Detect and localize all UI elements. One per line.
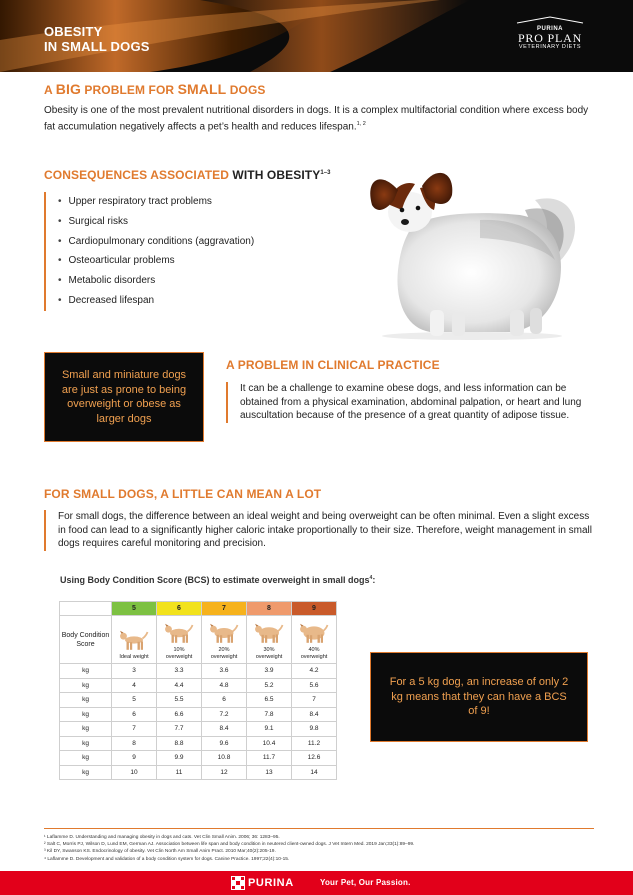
bcs-caption-line1: 40% bbox=[308, 647, 320, 653]
page-title bbox=[44, 24, 150, 54]
heading-small-word: SMALL bbox=[177, 81, 227, 97]
heading-part: PROBLEM FOR bbox=[80, 83, 178, 97]
weight-cell: 9.8 bbox=[292, 722, 337, 737]
small-dogs-heading: FOR SMALL DOGS, A LITTLE CAN MEAN A LOT bbox=[44, 487, 322, 501]
weight-cell: 4.4 bbox=[157, 678, 202, 693]
bcs-table bbox=[59, 601, 337, 780]
purina-logo bbox=[231, 876, 294, 890]
weight-cell: 3 bbox=[112, 664, 157, 679]
weight-cell: 5.6 bbox=[292, 678, 337, 693]
weight-cell: 12 bbox=[202, 765, 247, 780]
weight-cell: 11.7 bbox=[247, 751, 292, 766]
weight-cell: 4.2 bbox=[292, 664, 337, 679]
papillon-dog-photo bbox=[360, 160, 590, 340]
bcs-dog-cell bbox=[112, 616, 157, 664]
weight-cell: 5.5 bbox=[157, 693, 202, 708]
list-item: • Cardiopulmonary conditions (aggravation) bbox=[58, 232, 254, 252]
logo-vet-text: VETERINARY DIETS bbox=[518, 44, 582, 50]
consequences-list bbox=[44, 192, 254, 311]
unit-cell: kg bbox=[60, 751, 112, 766]
weight-cell: 11 bbox=[157, 765, 202, 780]
list-item: • Osteoarticular problems bbox=[58, 251, 254, 271]
logo-roof-icon bbox=[515, 16, 585, 24]
weight-cell: 8.8 bbox=[157, 736, 202, 751]
list-item: • Metabolic disorders bbox=[58, 271, 254, 291]
weight-cell: 6 bbox=[202, 693, 247, 708]
weight-cell: 10.4 bbox=[247, 736, 292, 751]
page-title-line1: OBESITY bbox=[44, 24, 103, 39]
dog-silhouette-icon bbox=[162, 621, 196, 645]
table-row bbox=[60, 751, 337, 766]
heading-part: CONSEQUENCES ASSOCIATED bbox=[44, 168, 229, 182]
bcs-title-citation: 4 bbox=[369, 575, 373, 581]
consequences-heading bbox=[44, 168, 331, 182]
bcs-table-title: Using Body Condition Score (BCS) to estimate overweight in small dogs$^4$: bbox=[60, 575, 376, 585]
weight-cell: 7 bbox=[292, 693, 337, 708]
bcs-score-cell: 7 bbox=[202, 602, 247, 616]
bcs-illustration-row bbox=[60, 616, 337, 664]
weight-cell: 4 bbox=[112, 678, 157, 693]
purina-checkerboard-icon bbox=[231, 876, 245, 890]
callout-text: Small and miniature dogs are just as prone to being overweight or obese as larger dogs bbox=[61, 369, 187, 425]
weight-cell: 7.8 bbox=[247, 707, 292, 722]
table-row bbox=[60, 765, 337, 780]
weight-cell: 5 bbox=[112, 693, 157, 708]
unit-cell: kg bbox=[60, 722, 112, 737]
logo-proplan-text: PRO PLAN bbox=[517, 31, 583, 45]
reference-item: ⁴ Laflamme D. Development and validation of a body condition system for dogs. Canine Practice. 1997;22(4):10-15. bbox=[44, 856, 290, 862]
clinical-practice-heading: A PROBLEM IN CLINICAL PRACTICE bbox=[226, 358, 440, 372]
bcs-dog-cell bbox=[292, 616, 337, 664]
weight-cell: 8.4 bbox=[202, 722, 247, 737]
weight-cell: 14 bbox=[292, 765, 337, 780]
weight-cell: 6.5 bbox=[247, 693, 292, 708]
bcs-dog-cell bbox=[202, 616, 247, 664]
bcs-dog-cell bbox=[157, 616, 202, 664]
bcs-score-cell: 8 bbox=[247, 602, 292, 616]
bcs-weight-rows bbox=[60, 664, 337, 780]
heading-part: A bbox=[44, 83, 56, 97]
bcs-score-cell: 5 bbox=[112, 602, 157, 616]
unit-cell: kg bbox=[60, 693, 112, 708]
weight-cell: 9.1 bbox=[247, 722, 292, 737]
bcs-caption-line1: Ideal weight bbox=[119, 653, 149, 660]
footer-tagline: Your Pet, Our Passion. bbox=[320, 878, 411, 887]
weight-cell: 12.6 bbox=[292, 751, 337, 766]
weight-cell: 3.9 bbox=[247, 664, 292, 679]
table-row bbox=[60, 664, 337, 679]
weight-cell: 6 bbox=[112, 707, 157, 722]
heading-part: WITH OBESITY bbox=[229, 168, 321, 182]
table-row bbox=[60, 693, 337, 708]
bcs-caption-line1: 20% bbox=[218, 647, 230, 653]
dog-silhouette-icon bbox=[297, 621, 331, 645]
heading-part: DOGS bbox=[226, 83, 266, 97]
weight-cell: 10.8 bbox=[202, 751, 247, 766]
heading-big-word: BIG bbox=[55, 81, 81, 97]
weight-cell: 4.8 bbox=[202, 678, 247, 693]
weight-cell: 9 bbox=[112, 751, 157, 766]
intro-text: Obesity is one of the most prevalent nutritional disorders in dogs. It is a complex multifactorial condition where excess body fat accumulation negatively affects a pet’s health and reduces lifespan. bbox=[44, 105, 589, 132]
pro-plan-logo bbox=[505, 16, 595, 50]
reference-item: ¹ Laflamme D. Understanding and managing obesity in dogs and cats. Vet Clin Small Anim. 2006; 36: 1283–95. bbox=[44, 835, 280, 840]
dog-silhouette-icon bbox=[252, 621, 286, 645]
reference-item: ² Salt C, Morris PJ, Wilson D, Lund EM, German AJ. Association between life span and body condition in neutered client-owned dogs. J Vet Intern Med. 2019 Jan;33(1):89–99. bbox=[44, 842, 415, 848]
weight-cell: 9.9 bbox=[157, 751, 202, 766]
list-item: • Upper respiratory tract problems bbox=[58, 192, 254, 212]
heading-citation: 1–3 bbox=[320, 170, 331, 176]
bcs-score-header-row bbox=[60, 602, 337, 616]
list-item: • Decreased lifespan bbox=[58, 291, 254, 311]
weight-cell: 3.3 bbox=[157, 664, 202, 679]
bcs-row-label: Body Condition Score bbox=[60, 616, 112, 664]
weight-cell: 6.6 bbox=[157, 707, 202, 722]
dog-silhouette-icon bbox=[207, 621, 241, 645]
intro-citation: 1, 2 bbox=[356, 120, 366, 127]
references bbox=[44, 828, 594, 863]
reference-item: ³ Kil DY, Swanson KS. Endocrinology of obesity. Vet Clin North Am Small Anim Pract. 2010 Mar;40(2):205-19. bbox=[44, 849, 276, 855]
dog-silhouette-icon bbox=[117, 628, 151, 652]
bcs-caption-line1: 30% bbox=[263, 647, 275, 653]
unit-cell: kg bbox=[60, 765, 112, 780]
small-dogs-callout bbox=[44, 352, 204, 442]
unit-cell: kg bbox=[60, 707, 112, 722]
page-title-line2: IN SMALL DOGS bbox=[44, 39, 150, 54]
weight-cell: 7.7 bbox=[157, 722, 202, 737]
table-row bbox=[60, 678, 337, 693]
weight-cell: 9.6 bbox=[202, 736, 247, 751]
table-row bbox=[60, 707, 337, 722]
bcs-caption-line2: overweight bbox=[300, 653, 328, 660]
weight-cell: 8.4 bbox=[292, 707, 337, 722]
bcs-dog-cell bbox=[247, 616, 292, 664]
big-problem-heading bbox=[44, 81, 266, 97]
page-header bbox=[0, 0, 633, 72]
bcs-caption-line2: overweight bbox=[255, 653, 283, 660]
bcs-score-cell: 6 bbox=[157, 602, 202, 616]
callout-text: For a 5 kg dog, an increase of only 2 kg means that they can have a BCS of 9! bbox=[389, 676, 569, 718]
weight-cell: 8 bbox=[112, 736, 157, 751]
unit-cell: kg bbox=[60, 664, 112, 679]
list-item: • Surgical risks bbox=[58, 212, 254, 232]
weight-cell: 5.2 bbox=[247, 678, 292, 693]
unit-cell: kg bbox=[60, 678, 112, 693]
intro-paragraph bbox=[44, 104, 594, 133]
weight-cell: 11.2 bbox=[292, 736, 337, 751]
table-corner-cell bbox=[60, 602, 112, 616]
weight-cell: 7.2 bbox=[202, 707, 247, 722]
bcs-example-callout bbox=[370, 652, 588, 742]
logo-purina-text: PURINA bbox=[536, 26, 563, 32]
bcs-score-cell: 9 bbox=[292, 602, 337, 616]
clinical-practice-text: It can be a challenge to examine obese dogs, and less information can be obtained from a physical examination, abdominal palpation, or heart and lung auscultation because of the presence of a great quantity of adipose tissue. bbox=[226, 382, 594, 423]
unit-cell: kg bbox=[60, 736, 112, 751]
bcs-caption-line2: overweight bbox=[210, 653, 238, 660]
weight-cell: 3.6 bbox=[202, 664, 247, 679]
weight-cell: 13 bbox=[247, 765, 292, 780]
bcs-caption-line2: overweight bbox=[165, 653, 193, 660]
table-row bbox=[60, 736, 337, 751]
page-footer bbox=[0, 871, 633, 895]
weight-cell: 7 bbox=[112, 722, 157, 737]
table-row bbox=[60, 722, 337, 737]
small-dogs-text: For small dogs, the difference between an ideal weight and being overweight can be often minimal. Even a slight excess in food can lead to a significantly higher caloric intake proportionally to their size. Therefore, weight management in small dogs requires careful monitoring and precision. bbox=[44, 510, 594, 551]
bcs-title-text: Using Body Condition Score (BCS) to estimate overweight in small dogs bbox=[60, 575, 370, 585]
purina-wordmark: PURINA bbox=[248, 877, 294, 889]
weight-cell: 10 bbox=[112, 765, 157, 780]
bcs-caption-line1: 10% bbox=[173, 647, 185, 653]
